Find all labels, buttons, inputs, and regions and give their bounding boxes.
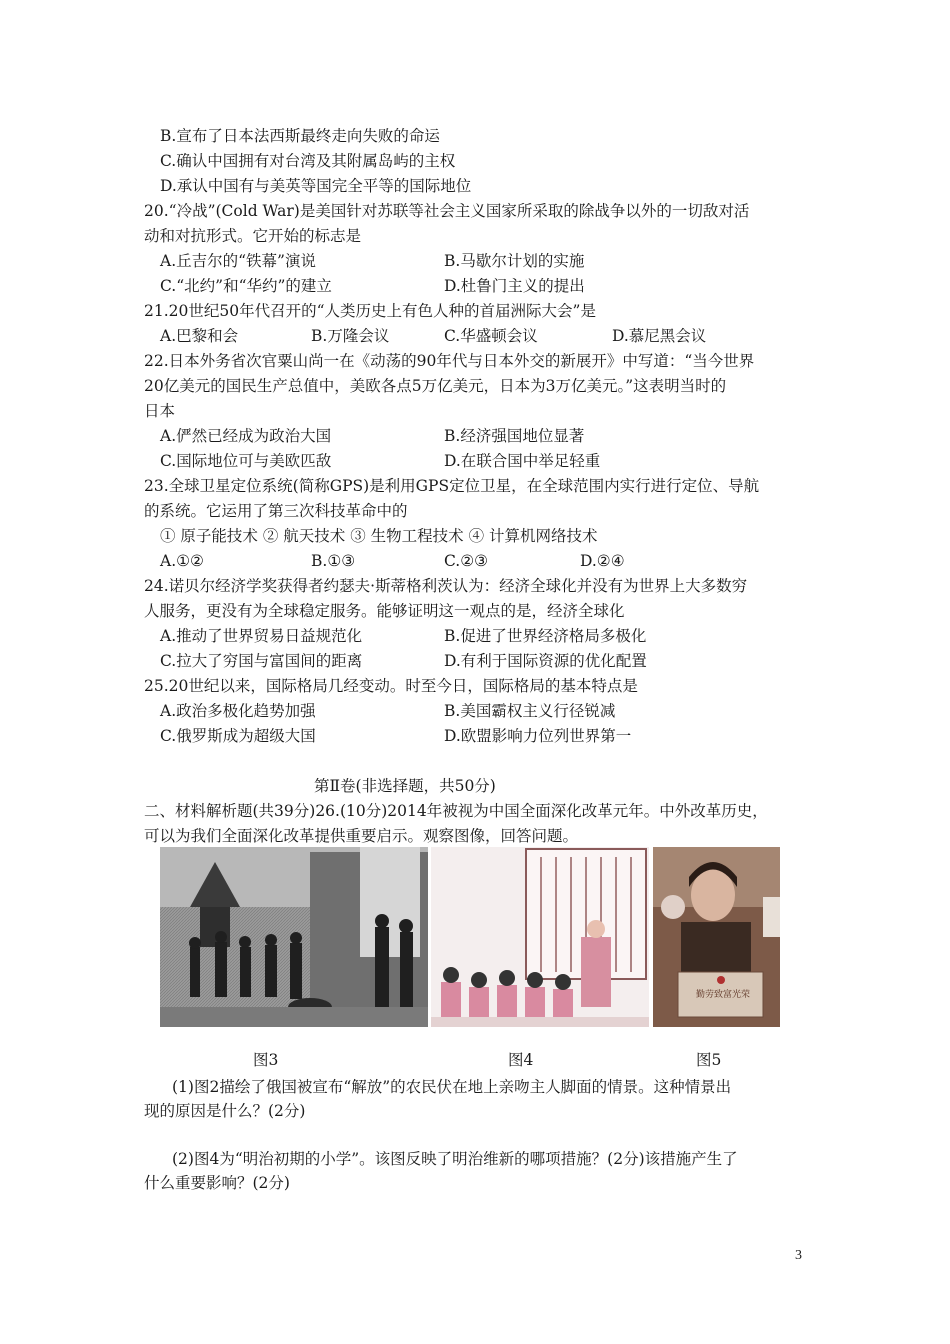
q23-option-c: C.②③	[444, 552, 489, 570]
q25-stem: 25.20世纪以来，国际格局几经变动。时至今日，国际格局的基本特点是	[144, 677, 638, 695]
q19-option-b: B.宣布了日本法西斯最终走向失败的命运	[160, 127, 440, 145]
q20-stem-line1: 20.“冷战”(Cold War)是美国针对苏联等社会主义国家所采取的除战争以外的一切敌对活	[144, 202, 750, 220]
sub1-line1: (1)图2描绘了俄国被宣布“解放”的农民伏在地上亲吻主人脚面的情景。这种情景出	[172, 1078, 732, 1096]
q24-option-c: C.拉大了穷国与富国间的距离	[160, 652, 363, 670]
part2-intro-line2: 可以为我们全面深化改革提供重要启示。观察图像，回答问题。	[144, 827, 579, 845]
page-number: 3	[795, 1248, 802, 1263]
q22-option-c: C.国际地位可与美欧匹敌	[160, 452, 332, 470]
q21-option-a: A.巴黎和会	[160, 327, 239, 345]
figure-5-poster-text: 勤劳致富光荣	[695, 990, 750, 1000]
figure-5-caption: 图5	[696, 1051, 722, 1069]
q25-option-b: B.美国霸权主义行径锐减	[444, 702, 616, 720]
sub2-line1: (2)图4为“明治初期的小学”。该图反映了明治维新的哪项措施？(2分)该措施产生了	[172, 1150, 738, 1168]
q24-option-b: B.促进了世界经济格局多极化	[444, 627, 647, 645]
q22-option-b: B.经济强国地位显著	[444, 427, 585, 445]
q22-stem-line3: 日本	[144, 402, 176, 420]
q24-stem-line1: 24.诺贝尔经济学奖获得者约瑟夫·斯蒂格利茨认为：经济全球化并没有为世界上大多数穷	[144, 577, 748, 595]
q19-option-c: C.确认中国拥有对台湾及其附属岛屿的主权	[160, 152, 456, 170]
figure-4-image	[431, 847, 649, 1027]
part2-intro-line1: 二、材料解析题(共39分)26.(10分)2014年被视为中国全面深化改革元年。中外改革历史，	[144, 802, 768, 820]
figure-4-caption: 图4	[508, 1051, 534, 1069]
q20-option-c: C.“北约”和“华约”的建立	[160, 277, 332, 295]
q21-stem: 21.20世纪50年代召开的“人类历史上有色人种的首届洲际大会”是	[144, 302, 596, 320]
q20-option-b: B.马歇尔计划的实施	[444, 252, 585, 270]
figure-3-caption: 图3	[253, 1051, 279, 1069]
q25-option-c: C.俄罗斯成为超级大国	[160, 727, 316, 745]
figure-5-image	[653, 847, 780, 1027]
q21-option-c: C.华盛顿会议	[444, 327, 538, 345]
q25-option-d: D.欧盟影响力位列世界第一	[444, 727, 632, 745]
sub2-line2: 什么重要影响？(2分)	[144, 1174, 290, 1192]
q23-option-b: B.①③	[311, 552, 356, 570]
q22-option-a: A.俨然已经成为政治大国	[160, 427, 332, 445]
q24-option-a: A.推动了世界贸易日益规范化	[160, 627, 363, 645]
q23-stem-line1: 23.全球卫星定位系统(简称GPS)是利用GPS定位卫星，在全球范围内实行进行定位、导航	[144, 477, 760, 495]
q19-option-d: D.承认中国有与美英等国完全平等的国际地位	[160, 177, 472, 195]
q21-option-b: B.万隆会议	[311, 327, 390, 345]
q24-option-d: D.有利于国际资源的优化配置	[444, 652, 647, 670]
q23-option-a: A.①②	[160, 552, 204, 570]
q20-stem-line2: 动和对抗形式。它开始的标志是	[144, 227, 362, 245]
q22-stem-line2: 20亿美元的国民生产总值中，美欧各点5万亿美元，日本为3万亿美元。”这表明当时的	[144, 377, 727, 395]
q23-stem-line2: 的系统。它运用了第三次科技革命中的	[144, 502, 408, 520]
q25-option-a: A.政治多极化趋势加强	[160, 702, 316, 720]
figure-3-image	[160, 847, 428, 1027]
q20-option-d: D.杜鲁门主义的提出	[444, 277, 585, 295]
sub1-line2: 现的原因是什么？(2分)	[144, 1102, 306, 1120]
q22-stem-line1: 22.日本外务省次官粟山尚一在《动荡的90年代与日本外交的新展开》中写道：“当今世界	[144, 352, 755, 370]
q21-option-d: D.慕尼黑会议	[612, 327, 707, 345]
q20-option-a: A.丘吉尔的“铁幕”演说	[160, 252, 316, 270]
q23-items: ① 原子能技术 ② 航天技术 ③ 生物工程技术 ④ 计算机网络技术	[160, 527, 598, 545]
q23-option-d: D.②④	[580, 552, 625, 570]
part2-title: 第Ⅱ卷(非选择题，共50分)	[314, 777, 496, 795]
q22-option-d: D.在联合国中举足轻重	[444, 452, 601, 470]
q24-stem-line2: 人服务，更没有为全球稳定服务。能够证明这一观点的是，经济全球化	[144, 602, 625, 620]
